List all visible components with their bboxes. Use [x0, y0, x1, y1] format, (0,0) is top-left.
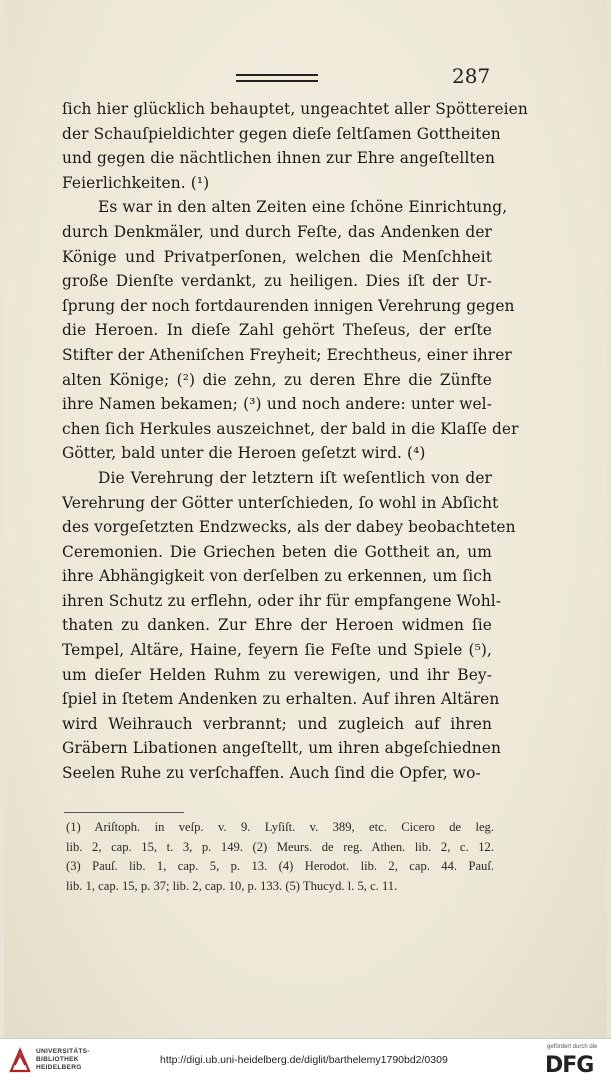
text-line: um dieſer Helden Ruhm zu verewigen, und ihr Bey-	[62, 665, 492, 684]
text-line: Seelen Ruhe zu verſchaffen. Auch ſind die Opfer, wo-	[62, 764, 481, 783]
text-line: Feierlichkeiten. (¹)	[62, 173, 210, 192]
paragraph	[62, 97, 528, 195]
text-line: Ceremonien. Die Griechen beten die Gottheit an, um	[62, 542, 492, 561]
text-line: ihren Schutz zu erflehn, oder ihr für empfangene Wohl-	[62, 591, 502, 610]
text-line: wird Weihrauch verbrannt; und zugleich auf ihren	[62, 714, 492, 733]
funder-caption: gefördert durch die	[547, 1044, 598, 1050]
text-line: und gegen die nächtlichen ihnen zur Ehre angeſtellten	[62, 149, 495, 168]
page-number: 287	[452, 64, 491, 88]
library-name-line: HEIDELBERG	[36, 1064, 82, 1071]
text-line: alten Könige; (²) die zehn, zu deren Ehre die Zünfte	[62, 370, 492, 389]
dfg-logo: DFG	[545, 1053, 594, 1078]
text-line: ſpiel in ſtetem Andenken zu erhalten. Auf ihren Altären	[62, 690, 500, 709]
text-line: chen ſich Herkules auszeichnet, der bald in die Klaſſe der	[62, 419, 519, 438]
body-text	[62, 97, 528, 786]
footer-bar	[0, 1038, 611, 1082]
text-line: ihre Namen bekamen; (³) und noch andere: unter wel-	[62, 395, 492, 414]
book-page	[4, 0, 607, 1038]
text-line: der Schauſpieldichter gegen dieſe ſeltſamen Gottheiten	[62, 124, 501, 143]
permalink-url[interactable]: http://digi.ub.uni-heidelberg.de/diglit/barthelemy1790bd2/0309	[160, 1054, 448, 1066]
library-name	[36, 1048, 90, 1072]
footnote-line: lib. 1, cap. 15, p. 37; lib. 2, cap. 10, p. 133. (5) Thucyd. l. 5, c. 11.	[66, 878, 398, 893]
footnote-line: (1) Ariſtoph. in veſp. v. 9. Lyſiſt. v. 389, etc. Cicero de leg.	[66, 820, 494, 834]
text-line: Die Verehrung der letztern iſt weſentlich von der	[98, 468, 492, 487]
paragraph	[62, 195, 519, 466]
footnote-line: (3) Pauſ. lib. 1, cap. 5, p. 13. (4) Herodot. lib. 2, cap. 44. Pauſ.	[66, 859, 494, 873]
text-line: ſich hier glücklich behauptet, ungeachtet aller Spöttereien	[62, 100, 528, 118]
text-line: Es war in den alten Zeiten eine ſchöne Einrichtung,	[98, 198, 508, 217]
text-line: große Dienſte verdankt, zu heiligen. Dies iſt der Ur-	[62, 272, 492, 291]
footnotes	[66, 818, 494, 896]
text-line: Verehrung der Götter unterſchieden, ſo wohl in Abſicht	[62, 493, 499, 512]
text-line: Götter, bald unter die Heroen geſetzt wird. (⁴)	[62, 444, 426, 463]
header-double-rule	[236, 74, 318, 82]
text-line: Tempel, Altäre, Haine, feyern ſie Feſte und Spiele (⁵),	[62, 641, 492, 660]
text-line: die Heroen. In dieſe Zahl gehört Theſeus, der erſte	[62, 321, 492, 340]
footnote-line: lib. 2, cap. 15, t. 3, p. 149. (2) Meurs. de reg. Athen. lib. 2, c. 12.	[66, 839, 494, 854]
text-line: Stifter der Atheniſchen Freyheit; Erechtheus, einer ihrer	[62, 345, 512, 364]
paragraph	[62, 466, 516, 786]
footnote-divider	[64, 812, 184, 813]
library-name-line: BIBLIOTHEK	[36, 1056, 79, 1063]
library-name-line: UNIVERSITÄTS-	[36, 1048, 90, 1055]
university-logo-icon	[8, 1047, 32, 1073]
text-line: ihre Abhängigkeit von derſelben zu erkennen, um ſich	[62, 567, 492, 586]
text-line: Gräbern Libationen angeſtellt, um ihren abgeſchiednen	[62, 739, 502, 758]
text-line: thaten zu danken. Zur Ehre der Heroen widmen ſie	[62, 616, 492, 635]
text-line: des vorgeſetzten Endzwecks, als der dabey beobachteten	[62, 518, 516, 537]
text-line: durch Denkmäler, und durch Feſte, das Andenken der	[62, 222, 492, 241]
text-line: Könige und Privatperſonen, welchen die Menſchheit	[62, 247, 492, 266]
text-line: ſprung der noch fortdaurenden innigen Verehrung gegen	[62, 296, 515, 315]
